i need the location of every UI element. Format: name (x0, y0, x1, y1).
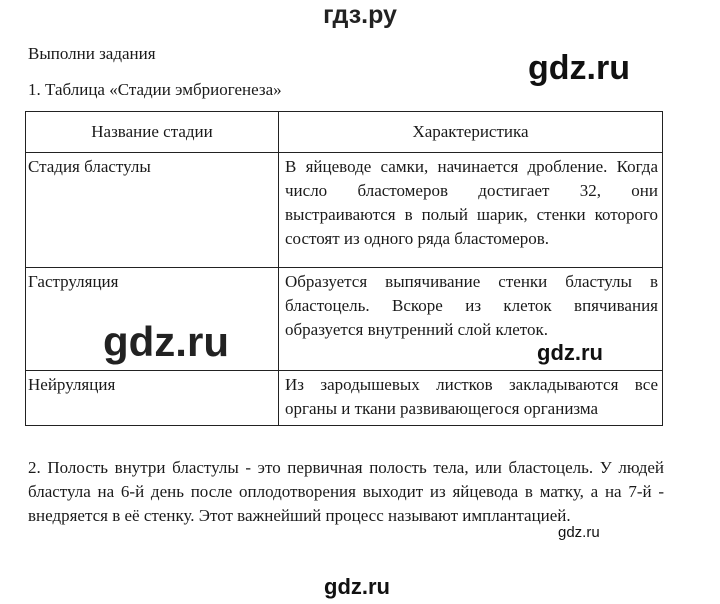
stage-name: Гаструляция (26, 268, 279, 371)
stage-description: В яйцеводе самки, начинается дробление. Когда число бластомеров достигает 32, они выстраиваются в полый шарик, стенки которого состоят из одного ряда бластомеров. (279, 153, 663, 268)
stage-name: Стадия бластулы (26, 153, 279, 268)
task1-title: 1. Таблица «Стадии эмбриогенеза» (28, 80, 282, 99)
task2-text: 2. Полость внутри бластулы - это первичная полость тела, или бластоцель. У людей бластула на 6-й день после оплодотворения выходит из яйцевода в матку, а на 7-й - внедряется в её стенку. Этот важнейший процесс называют имплантацией. (28, 458, 664, 525)
table-row (26, 371, 663, 426)
watermark: gdz.ru (324, 574, 390, 599)
stage-description: Из зародышевых листков закладываются все органы и ткани развивающегося организма (279, 371, 663, 426)
watermark: gdz.ru (528, 49, 630, 87)
table-row (26, 153, 663, 268)
stage-description: Образуется выпячивание стенки бластулы в бластоцель. Вскоре из клеток впячивания образуется внутренний слой клеток. (279, 268, 663, 371)
embryogenesis-table (25, 111, 663, 426)
watermark: gdz.ru (558, 524, 600, 541)
header-characteristic: Характеристика (279, 112, 663, 153)
watermark: gdz.ru (537, 340, 603, 365)
watermark: gdz.ru (103, 318, 229, 365)
header-stage-name: Название стадии (26, 112, 279, 153)
stage-name: Нейруляция (26, 371, 279, 426)
table-header-row (26, 112, 663, 153)
site-title: гдз.ру (323, 1, 397, 29)
section-heading: Выполни задания (28, 44, 156, 63)
